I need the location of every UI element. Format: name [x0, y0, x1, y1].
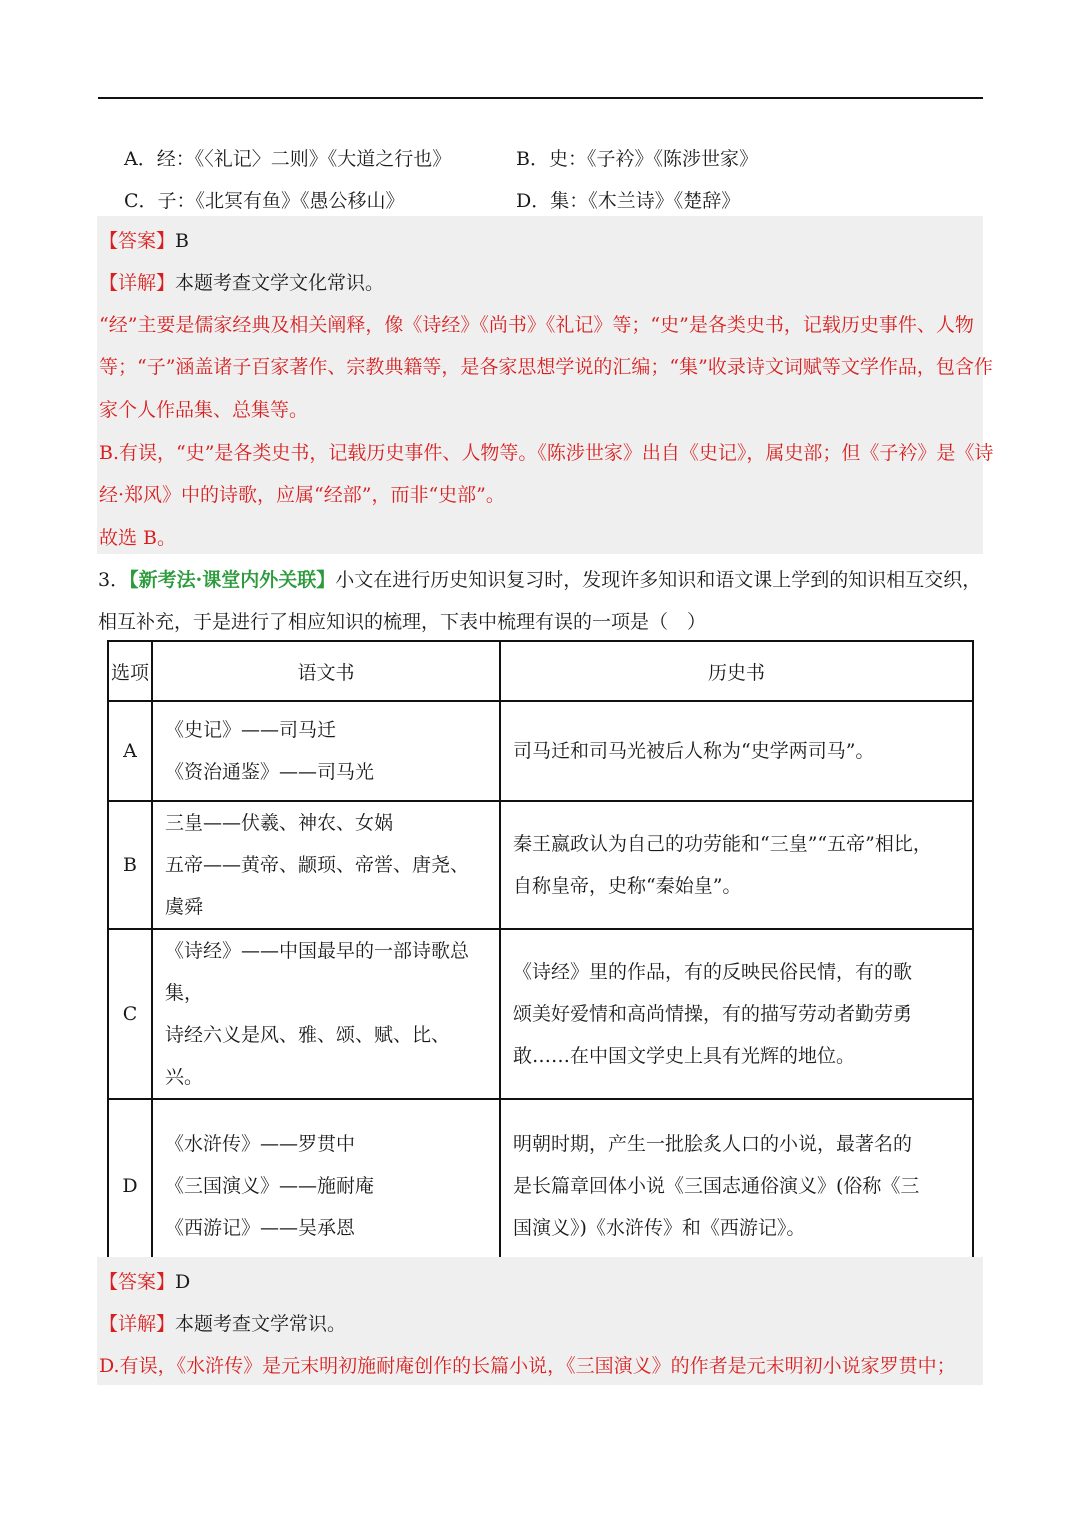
knowledge-table — [107, 640, 974, 1274]
question-line-1 — [98, 565, 981, 592]
answer-value: B — [175, 230, 189, 252]
cell-line: 司马迁和司马光被后人称为“史学两司马”。 — [513, 740, 875, 762]
cell-line: 《水浒传》——罗贯中 — [165, 1133, 356, 1155]
detail-text: 本题考查文学常识。 — [175, 1313, 347, 1335]
cell-line: 颂美好爱情和高尚情操，有的描写劳动者勤劳勇 — [513, 1003, 913, 1025]
header-chinese: 语文书 — [152, 641, 500, 701]
conclusion-line: 故选 B。 — [99, 527, 177, 549]
row-history — [500, 929, 973, 1099]
row-chinese — [152, 1099, 500, 1273]
explanation-line-3: 家个人作品集、总集等。 — [99, 399, 309, 421]
detail-line — [99, 1309, 346, 1336]
answer-line — [99, 226, 189, 253]
cell-line: 明朝时期，产生一批脍炙人口的小说，最著名的 — [513, 1133, 913, 1155]
question-tag: 【新考法·课堂内外关联】 — [129, 569, 336, 591]
detail-line — [99, 268, 384, 295]
header-history: 历史书 — [500, 641, 973, 701]
explanation-line-1: “经”主要是儒家经典及相关阐释，像《诗经》《尚书》《礼记》等；“史”是各类史书，记载历史事件、人物 — [99, 314, 974, 336]
cell-line: 《资治通鉴》——司马光 — [165, 761, 375, 783]
option-c: C．子：《北冥有鱼》《愚公移山》 — [124, 189, 405, 212]
cell-line: 敢……在中国文学史上具有光辉的地位。 — [513, 1045, 856, 1067]
row-option: D — [108, 1099, 152, 1273]
question-text: 小文在进行历史知识复习时，发现许多知识和语文课上学到的知识相互交织， — [335, 569, 982, 591]
row-chinese — [152, 701, 500, 801]
row-history — [500, 701, 973, 801]
question-line-2: 相互补充，于是进行了相应知识的梳理，下表中梳理有误的一项是（ ） — [98, 611, 707, 633]
cell-line: 《三国演义》——施耐庵 — [165, 1175, 375, 1197]
answer-value: D — [175, 1271, 191, 1293]
row-chinese — [152, 801, 500, 929]
row-history — [500, 1099, 973, 1273]
detail-text: 本题考查文学文化常识。 — [175, 272, 385, 294]
cell-line: 《诗经》里的作品，有的反映民俗民情，有的歌 — [513, 961, 913, 983]
table-row — [108, 1099, 973, 1273]
option-a: A．经：《〈礼记〉二则》《大道之行也》 — [124, 147, 452, 170]
cell-line: 国演义》)《水浒传》和《西游记》。 — [513, 1217, 806, 1239]
detail-tag: 【详解】 — [99, 1313, 176, 1335]
table-row — [108, 801, 973, 929]
answer-tag: 【答案】 — [99, 1271, 176, 1293]
cell-line: 五帝——黄帝、颛顼、帝喾、唐尧、虞舜 — [165, 854, 470, 918]
table-row — [108, 929, 973, 1099]
explanation-line-2: 等；“子”涵盖诸子百家著作、宗教典籍等，是各家思想学说的汇编；“集”收录诗文词赋等文学作品，包含作 — [99, 356, 993, 378]
explanation-line-4: B.有误，“史”是各类史书，记载历史事件、人物等。《陈涉世家》出自《史记》，属史部；但《子衿》是《诗 — [99, 442, 994, 464]
cell-line: 秦王嬴政认为自己的功劳能和“三皇”“五帝”相比， — [513, 833, 932, 855]
row-option: C — [108, 929, 152, 1099]
cell-line: 诗经六义是风、雅、颂、赋、比、兴。 — [165, 1024, 451, 1088]
cell-line: 《西游记》——吴承恩 — [165, 1217, 356, 1239]
header-rule — [98, 97, 983, 99]
cell-line: 自称皇帝，史称“秦始皇”。 — [513, 875, 742, 897]
row-history — [500, 801, 973, 929]
detail-tag: 【详解】 — [99, 272, 176, 294]
explanation-line-5: 经·郑风》中的诗歌，应属“经部”，而非“史部”。 — [99, 484, 505, 506]
answer-options — [124, 136, 984, 220]
table-header-row — [108, 641, 973, 701]
explanation-line-1: D.有误，《水浒传》是元末明初施耐庵创作的长篇小说，《三国演义》的作者是元末明初小说家罗贯中； — [99, 1355, 956, 1377]
answer-tag: 【答案】 — [99, 230, 176, 252]
answer-explanation-box-1 — [97, 216, 994, 554]
cell-line: 是长篇章回体小说《三国志通俗演义》(俗称《三 — [513, 1175, 920, 1197]
answer-line — [99, 1267, 190, 1294]
option-d: D．集：《木兰诗》《楚辞》 — [516, 189, 741, 212]
cell-line: 《史记》——司马迁 — [165, 719, 337, 741]
option-b: B．史：《子衿》《陈涉世家》 — [516, 147, 758, 170]
header-option: 选项 — [108, 641, 152, 701]
row-chinese — [152, 929, 500, 1099]
answer-explanation-box-2 — [97, 1257, 983, 1385]
row-option: B — [108, 801, 152, 929]
question-number: 3． — [98, 569, 130, 591]
cell-line: 《诗经》——中国最早的一部诗歌总集， — [165, 940, 470, 1004]
table-row — [108, 701, 973, 801]
row-option: A — [108, 701, 152, 801]
cell-line: 三皇——伏羲、神农、女娲 — [165, 812, 394, 834]
